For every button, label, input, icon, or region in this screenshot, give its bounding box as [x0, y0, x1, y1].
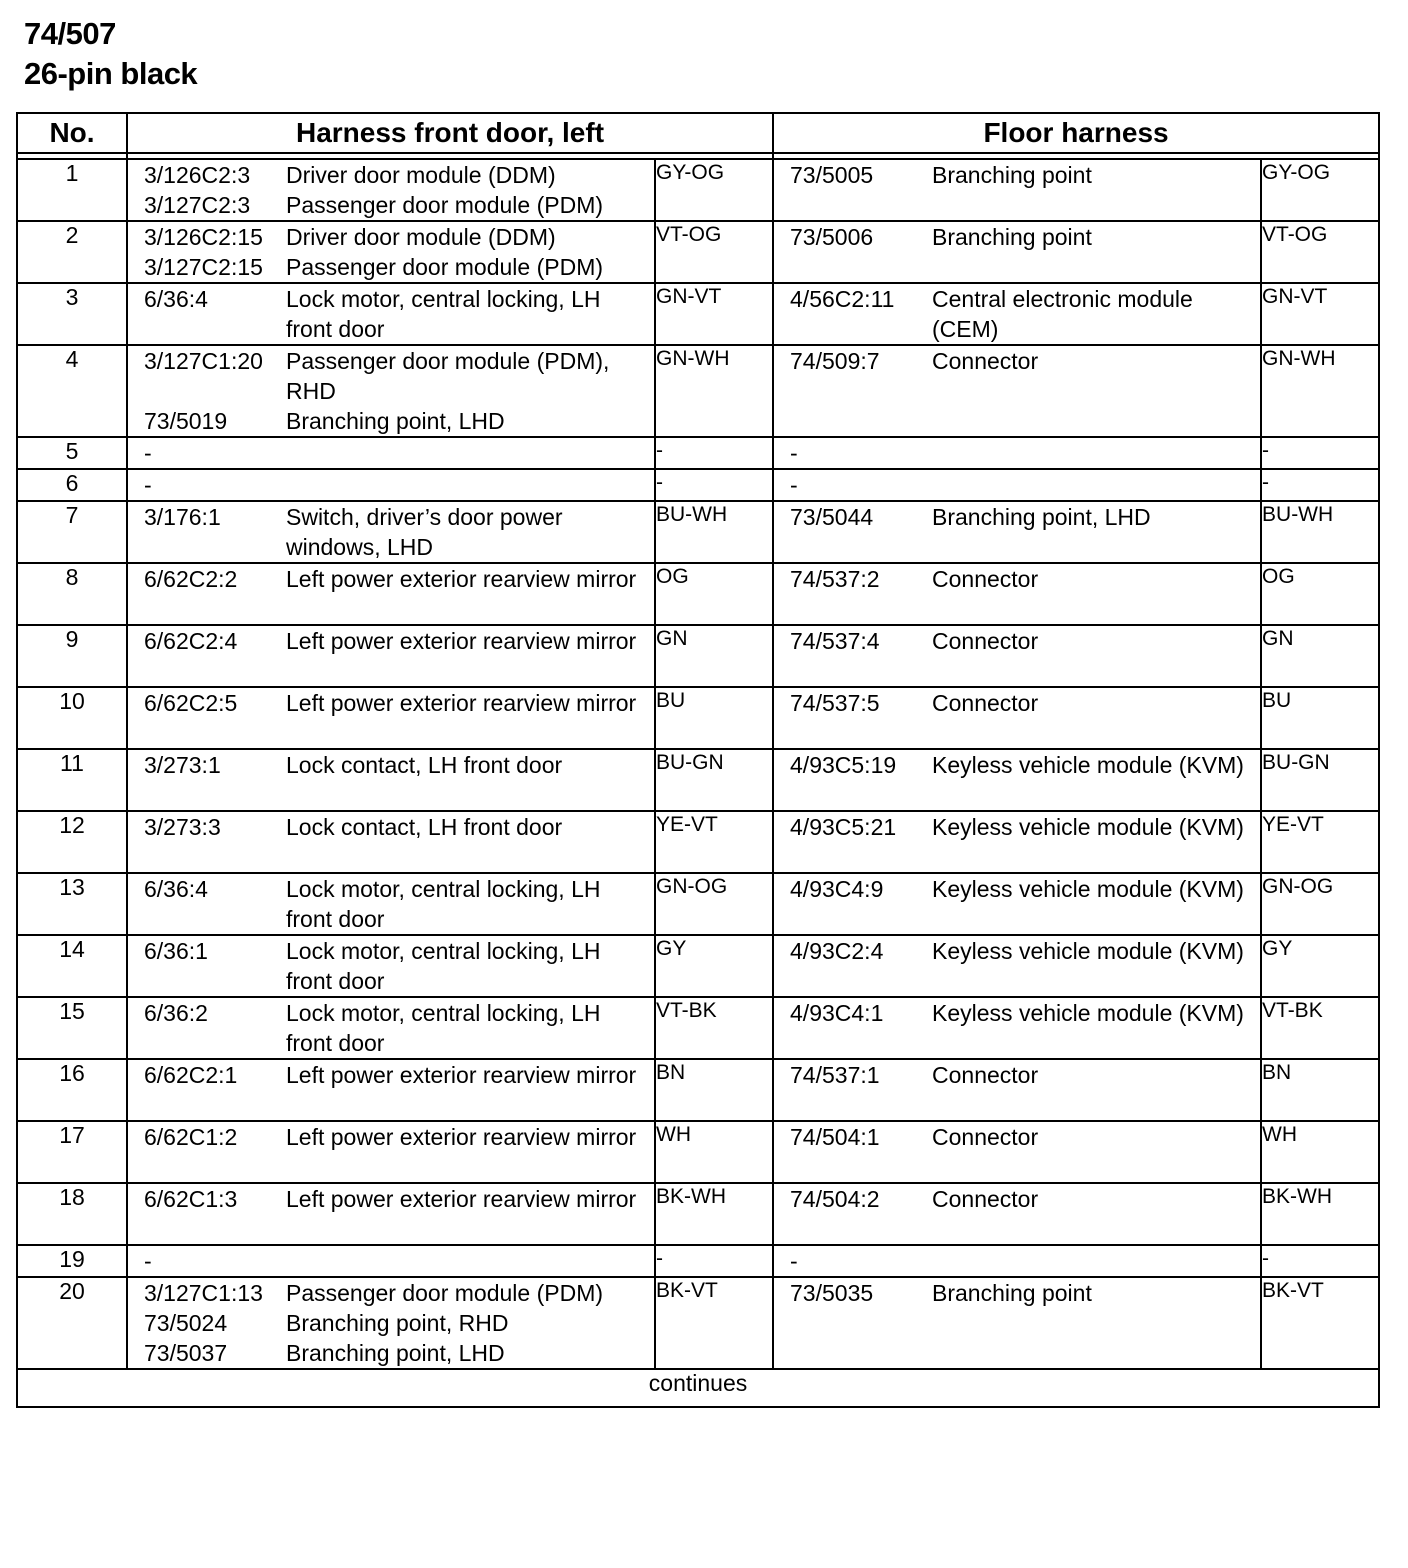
front-door-harness-connection	[127, 1059, 655, 1121]
connection-line	[774, 1184, 1260, 1214]
component-description: Left power exterior rearview mirror	[286, 1124, 637, 1150]
pin-number: 19	[17, 1245, 127, 1277]
table-header-row	[17, 113, 1379, 153]
connection-line	[128, 190, 654, 220]
connection-line	[128, 812, 654, 842]
wire-color: BU	[655, 687, 773, 749]
table-row	[17, 811, 1379, 873]
wire-color: BU-WH	[1261, 501, 1379, 563]
pin-number: 5	[17, 437, 127, 469]
wire-color: GN-VT	[655, 283, 773, 345]
component-description: Branching point, LHD	[286, 408, 505, 434]
terminal-reference: 3/126C2:15	[144, 224, 263, 250]
connection-line	[774, 1060, 1260, 1090]
terminal-reference: 3/127C1:20	[144, 348, 263, 374]
pin-number: 9	[17, 625, 127, 687]
connection-line	[774, 688, 1260, 718]
component-description: Driver door module (DDM)	[286, 224, 556, 250]
terminal-reference: 74/537:1	[790, 1062, 880, 1088]
terminal-reference: 3/127C1:13	[144, 1280, 263, 1306]
table-body	[17, 159, 1379, 1369]
connection-line	[774, 346, 1260, 376]
wire-color: BK-VT	[1261, 1277, 1379, 1369]
component-description: Passenger door module (PDM)	[286, 254, 604, 280]
connection-line	[774, 812, 1260, 842]
component-description: Lock motor, central locking, LH front door	[286, 286, 601, 342]
wire-color: BN	[1261, 1059, 1379, 1121]
table-row	[17, 469, 1379, 501]
connection-line	[774, 160, 1260, 190]
component-description: Connector	[932, 628, 1039, 654]
wire-color: -	[1261, 1245, 1379, 1277]
terminal-reference: 6/36:1	[144, 938, 208, 964]
component-description: Branching point	[932, 224, 1092, 250]
table-row	[17, 437, 1379, 469]
pin-number: 17	[17, 1121, 127, 1183]
table-row	[17, 625, 1379, 687]
component-description: Branching point, LHD	[932, 504, 1151, 530]
connection-line	[128, 874, 654, 934]
component-description	[286, 438, 654, 468]
terminal-reference: 73/5019	[144, 408, 228, 434]
connection-line	[774, 936, 1260, 966]
component-description: Connector	[932, 1124, 1039, 1150]
component-description: Keyless vehicle module (KVM)	[932, 1000, 1244, 1026]
front-door-harness-connection	[127, 749, 655, 811]
connection-line	[128, 564, 654, 594]
terminal-reference: 74/537:5	[790, 690, 880, 716]
terminal-reference: 3/127C2:15	[144, 254, 263, 280]
column-header-floor-harness: Floor harness	[773, 113, 1379, 153]
component-description: Keyless vehicle module (KVM)	[932, 752, 1244, 778]
terminal-reference: -	[144, 440, 152, 466]
connection-line	[128, 1246, 654, 1276]
connection-line	[774, 222, 1260, 252]
document-title	[24, 14, 197, 94]
front-door-harness-connection	[127, 1277, 655, 1369]
wire-color: VT-BK	[655, 997, 773, 1059]
connection-line	[128, 998, 654, 1058]
connector-description: 26-pin black	[24, 56, 198, 91]
component-description	[286, 1246, 654, 1276]
front-door-harness-connection	[127, 873, 655, 935]
component-description: Connector	[932, 1186, 1039, 1212]
wire-color: OG	[1261, 563, 1379, 625]
wire-color: GY	[1261, 935, 1379, 997]
floor-harness-connection	[773, 1245, 1261, 1277]
front-door-harness-connection	[127, 563, 655, 625]
wire-color: GN-WH	[1261, 345, 1379, 437]
component-description: Driver door module (DDM)	[286, 162, 556, 188]
floor-harness-connection	[773, 873, 1261, 935]
connection-line	[128, 222, 654, 252]
component-description: Passenger door module (PDM)	[286, 1280, 604, 1306]
connection-line	[128, 406, 654, 436]
front-door-harness-connection	[127, 997, 655, 1059]
wire-color: OG	[655, 563, 773, 625]
terminal-reference: -	[790, 440, 798, 466]
connection-line	[128, 626, 654, 656]
wire-color: WH	[1261, 1121, 1379, 1183]
wire-color: GY	[655, 935, 773, 997]
wire-color: GN-WH	[655, 345, 773, 437]
floor-harness-connection	[773, 997, 1261, 1059]
pin-number: 10	[17, 687, 127, 749]
wire-color: GN	[1261, 625, 1379, 687]
front-door-harness-connection	[127, 283, 655, 345]
table-row	[17, 501, 1379, 563]
wire-color: -	[1261, 437, 1379, 469]
connection-line	[774, 874, 1260, 904]
floor-harness-connection	[773, 1121, 1261, 1183]
terminal-reference: 73/5044	[790, 504, 874, 530]
terminal-reference: 6/62C1:3	[144, 1186, 238, 1212]
component-description: Keyless vehicle module (KVM)	[932, 814, 1244, 840]
wire-color: GN	[655, 625, 773, 687]
table-row	[17, 563, 1379, 625]
terminal-reference: -	[144, 472, 152, 498]
component-description: Branching point	[932, 162, 1092, 188]
connection-line	[128, 1060, 654, 1090]
connection-line	[128, 252, 654, 282]
component-description: Connector	[932, 690, 1039, 716]
terminal-reference: 4/93C4:9	[790, 876, 884, 902]
component-description	[932, 438, 1260, 468]
pin-number: 20	[17, 1277, 127, 1369]
terminal-reference: 6/62C2:1	[144, 1062, 238, 1088]
front-door-harness-connection	[127, 345, 655, 437]
terminal-reference: 74/537:4	[790, 628, 880, 654]
floor-harness-connection	[773, 1183, 1261, 1245]
pin-number: 1	[17, 159, 127, 221]
pin-number: 7	[17, 501, 127, 563]
component-description: Lock motor, central locking, LH front door	[286, 1000, 601, 1056]
component-description: Passenger door module (PDM), RHD	[286, 348, 610, 404]
wire-color: -	[655, 437, 773, 469]
wire-color: VT-OG	[1261, 221, 1379, 283]
terminal-reference: -	[790, 472, 798, 498]
component-description: Lock motor, central locking, LH front door	[286, 876, 601, 932]
front-door-harness-connection	[127, 1183, 655, 1245]
front-door-harness-connection	[127, 159, 655, 221]
pin-number: 15	[17, 997, 127, 1059]
connection-line	[774, 564, 1260, 594]
table-row	[17, 997, 1379, 1059]
floor-harness-connection	[773, 1059, 1261, 1121]
connection-line	[128, 160, 654, 190]
terminal-reference: 6/62C2:5	[144, 690, 238, 716]
pin-number: 3	[17, 283, 127, 345]
front-door-harness-connection	[127, 1245, 655, 1277]
terminal-reference: 74/537:2	[790, 566, 880, 592]
floor-harness-connection	[773, 935, 1261, 997]
continues-note: continues	[17, 1369, 1379, 1407]
terminal-reference: 6/36:4	[144, 286, 208, 312]
connection-line	[774, 502, 1260, 532]
terminal-reference: 74/509:7	[790, 348, 880, 374]
wire-color: WH	[655, 1121, 773, 1183]
connection-line	[128, 346, 654, 406]
wire-color: BK-WH	[1261, 1183, 1379, 1245]
component-description: Keyless vehicle module (KVM)	[932, 938, 1244, 964]
connection-line	[774, 470, 1260, 500]
component-description	[932, 470, 1260, 500]
wire-color: -	[655, 469, 773, 501]
terminal-reference: 74/504:1	[790, 1124, 880, 1150]
front-door-harness-connection	[127, 221, 655, 283]
wire-color: BU-GN	[655, 749, 773, 811]
column-header-harness-front-door-left: Harness front door, left	[127, 113, 773, 153]
column-header-no: No.	[17, 113, 127, 153]
pin-assignment-table	[16, 112, 1380, 1408]
table-row	[17, 159, 1379, 221]
terminal-reference: 3/273:3	[144, 814, 221, 840]
component-description: Left power exterior rearview mirror	[286, 1062, 637, 1088]
table-row	[17, 873, 1379, 935]
floor-harness-connection	[773, 501, 1261, 563]
floor-harness-connection	[773, 687, 1261, 749]
table-row	[17, 221, 1379, 283]
wire-color: VT-BK	[1261, 997, 1379, 1059]
floor-harness-connection	[773, 625, 1261, 687]
wire-color: BK-VT	[655, 1277, 773, 1369]
pin-number: 4	[17, 345, 127, 437]
table-row	[17, 1183, 1379, 1245]
front-door-harness-connection	[127, 437, 655, 469]
table-row	[17, 687, 1379, 749]
component-description: Lock contact, LH front door	[286, 752, 563, 778]
floor-harness-connection	[773, 159, 1261, 221]
wire-color: VT-OG	[655, 221, 773, 283]
wire-color: BN	[655, 1059, 773, 1121]
pin-number: 12	[17, 811, 127, 873]
terminal-reference: 6/62C1:2	[144, 1124, 238, 1150]
terminal-reference: 4/93C2:4	[790, 938, 884, 964]
connection-line	[128, 688, 654, 718]
wire-color: YE-VT	[655, 811, 773, 873]
floor-harness-connection	[773, 563, 1261, 625]
pin-number: 2	[17, 221, 127, 283]
wire-color: GN-VT	[1261, 283, 1379, 345]
terminal-reference: 6/62C2:4	[144, 628, 238, 654]
connection-line	[128, 1338, 654, 1368]
component-description: Keyless vehicle module (KVM)	[932, 876, 1244, 902]
connection-line	[774, 1278, 1260, 1308]
component-description: Branching point, RHD	[286, 1310, 509, 1336]
floor-harness-connection	[773, 1277, 1261, 1369]
terminal-reference: 74/504:2	[790, 1186, 880, 1212]
table-row	[17, 1121, 1379, 1183]
front-door-harness-connection	[127, 1121, 655, 1183]
terminal-reference: 3/127C2:3	[144, 192, 251, 218]
floor-harness-connection	[773, 749, 1261, 811]
pin-number: 8	[17, 563, 127, 625]
connection-line	[128, 1184, 654, 1214]
connection-line	[128, 470, 654, 500]
connection-line	[774, 1122, 1260, 1152]
connection-line	[774, 1246, 1260, 1276]
terminal-reference: 73/5037	[144, 1340, 228, 1366]
wire-color: GN-OG	[1261, 873, 1379, 935]
table-row	[17, 1245, 1379, 1277]
terminal-reference: 4/93C5:21	[790, 814, 897, 840]
terminal-reference: 3/126C2:3	[144, 162, 251, 188]
connection-line	[128, 502, 654, 562]
component-description: Branching point	[932, 1280, 1092, 1306]
component-description: Lock contact, LH front door	[286, 814, 563, 840]
table-row	[17, 1277, 1379, 1369]
component-description: Central electronic module (CEM)	[932, 286, 1193, 342]
component-description: Left power exterior rearview mirror	[286, 628, 637, 654]
table-row	[17, 749, 1379, 811]
wire-color: BU	[1261, 687, 1379, 749]
wire-color: GY-OG	[655, 159, 773, 221]
table-row	[17, 345, 1379, 437]
connection-line	[128, 936, 654, 996]
component-description: Connector	[932, 348, 1039, 374]
pin-number: 6	[17, 469, 127, 501]
wire-color: GY-OG	[1261, 159, 1379, 221]
front-door-harness-connection	[127, 625, 655, 687]
floor-harness-connection	[773, 811, 1261, 873]
component-description: Passenger door module (PDM)	[286, 192, 604, 218]
terminal-reference: 73/5006	[790, 224, 874, 250]
table-row	[17, 1059, 1379, 1121]
component-description	[286, 470, 654, 500]
pin-number: 11	[17, 749, 127, 811]
wire-color: GN-OG	[655, 873, 773, 935]
terminal-reference: 4/56C2:11	[790, 286, 895, 312]
component-description: Lock motor, central locking, LH front door	[286, 938, 601, 994]
terminal-reference: 4/93C5:19	[790, 752, 897, 778]
front-door-harness-connection	[127, 687, 655, 749]
wire-color: -	[655, 1245, 773, 1277]
pin-number: 16	[17, 1059, 127, 1121]
wire-color: -	[1261, 469, 1379, 501]
terminal-reference: 73/5024	[144, 1310, 228, 1336]
front-door-harness-connection	[127, 469, 655, 501]
connection-line	[128, 1308, 654, 1338]
wire-color: BU-WH	[655, 501, 773, 563]
connection-line	[128, 1122, 654, 1152]
front-door-harness-connection	[127, 501, 655, 563]
connection-line	[774, 626, 1260, 656]
connection-line	[774, 998, 1260, 1028]
pin-number: 18	[17, 1183, 127, 1245]
wire-color: BU-GN	[1261, 749, 1379, 811]
front-door-harness-connection	[127, 811, 655, 873]
terminal-reference: 3/273:1	[144, 752, 221, 778]
pin-number: 14	[17, 935, 127, 997]
terminal-reference: 6/62C2:2	[144, 566, 238, 592]
component-description: Connector	[932, 566, 1039, 592]
component-description: Left power exterior rearview mirror	[286, 566, 637, 592]
floor-harness-connection	[773, 345, 1261, 437]
connection-line	[128, 750, 654, 780]
table-footer-row	[17, 1369, 1379, 1407]
terminal-reference: 4/93C4:1	[790, 1000, 884, 1026]
floor-harness-connection	[773, 221, 1261, 283]
terminal-reference: 6/36:2	[144, 1000, 208, 1026]
table-row	[17, 283, 1379, 345]
component-description: Left power exterior rearview mirror	[286, 1186, 637, 1212]
terminal-reference: 73/5035	[790, 1280, 874, 1306]
terminal-reference: -	[144, 1248, 152, 1274]
terminal-reference: 6/36:4	[144, 876, 208, 902]
component-description	[932, 1246, 1260, 1276]
connection-line	[128, 284, 654, 344]
floor-harness-connection	[773, 437, 1261, 469]
connection-line	[774, 438, 1260, 468]
front-door-harness-connection	[127, 935, 655, 997]
pin-number: 13	[17, 873, 127, 935]
connection-line	[128, 1278, 654, 1308]
table-row	[17, 935, 1379, 997]
floor-harness-connection	[773, 469, 1261, 501]
connector-id: 74/507	[24, 16, 116, 51]
component-description: Connector	[932, 1062, 1039, 1088]
wire-color: BK-WH	[655, 1183, 773, 1245]
connection-line	[774, 284, 1260, 344]
terminal-reference: -	[790, 1248, 798, 1274]
component-description: Switch, driver’s door power windows, LHD	[286, 504, 563, 560]
terminal-reference: 3/176:1	[144, 504, 221, 530]
terminal-reference: 73/5005	[790, 162, 874, 188]
floor-harness-connection	[773, 283, 1261, 345]
component-description: Branching point, LHD	[286, 1340, 505, 1366]
wire-color: YE-VT	[1261, 811, 1379, 873]
component-description: Left power exterior rearview mirror	[286, 690, 637, 716]
connection-line	[774, 750, 1260, 780]
connection-line	[128, 438, 654, 468]
